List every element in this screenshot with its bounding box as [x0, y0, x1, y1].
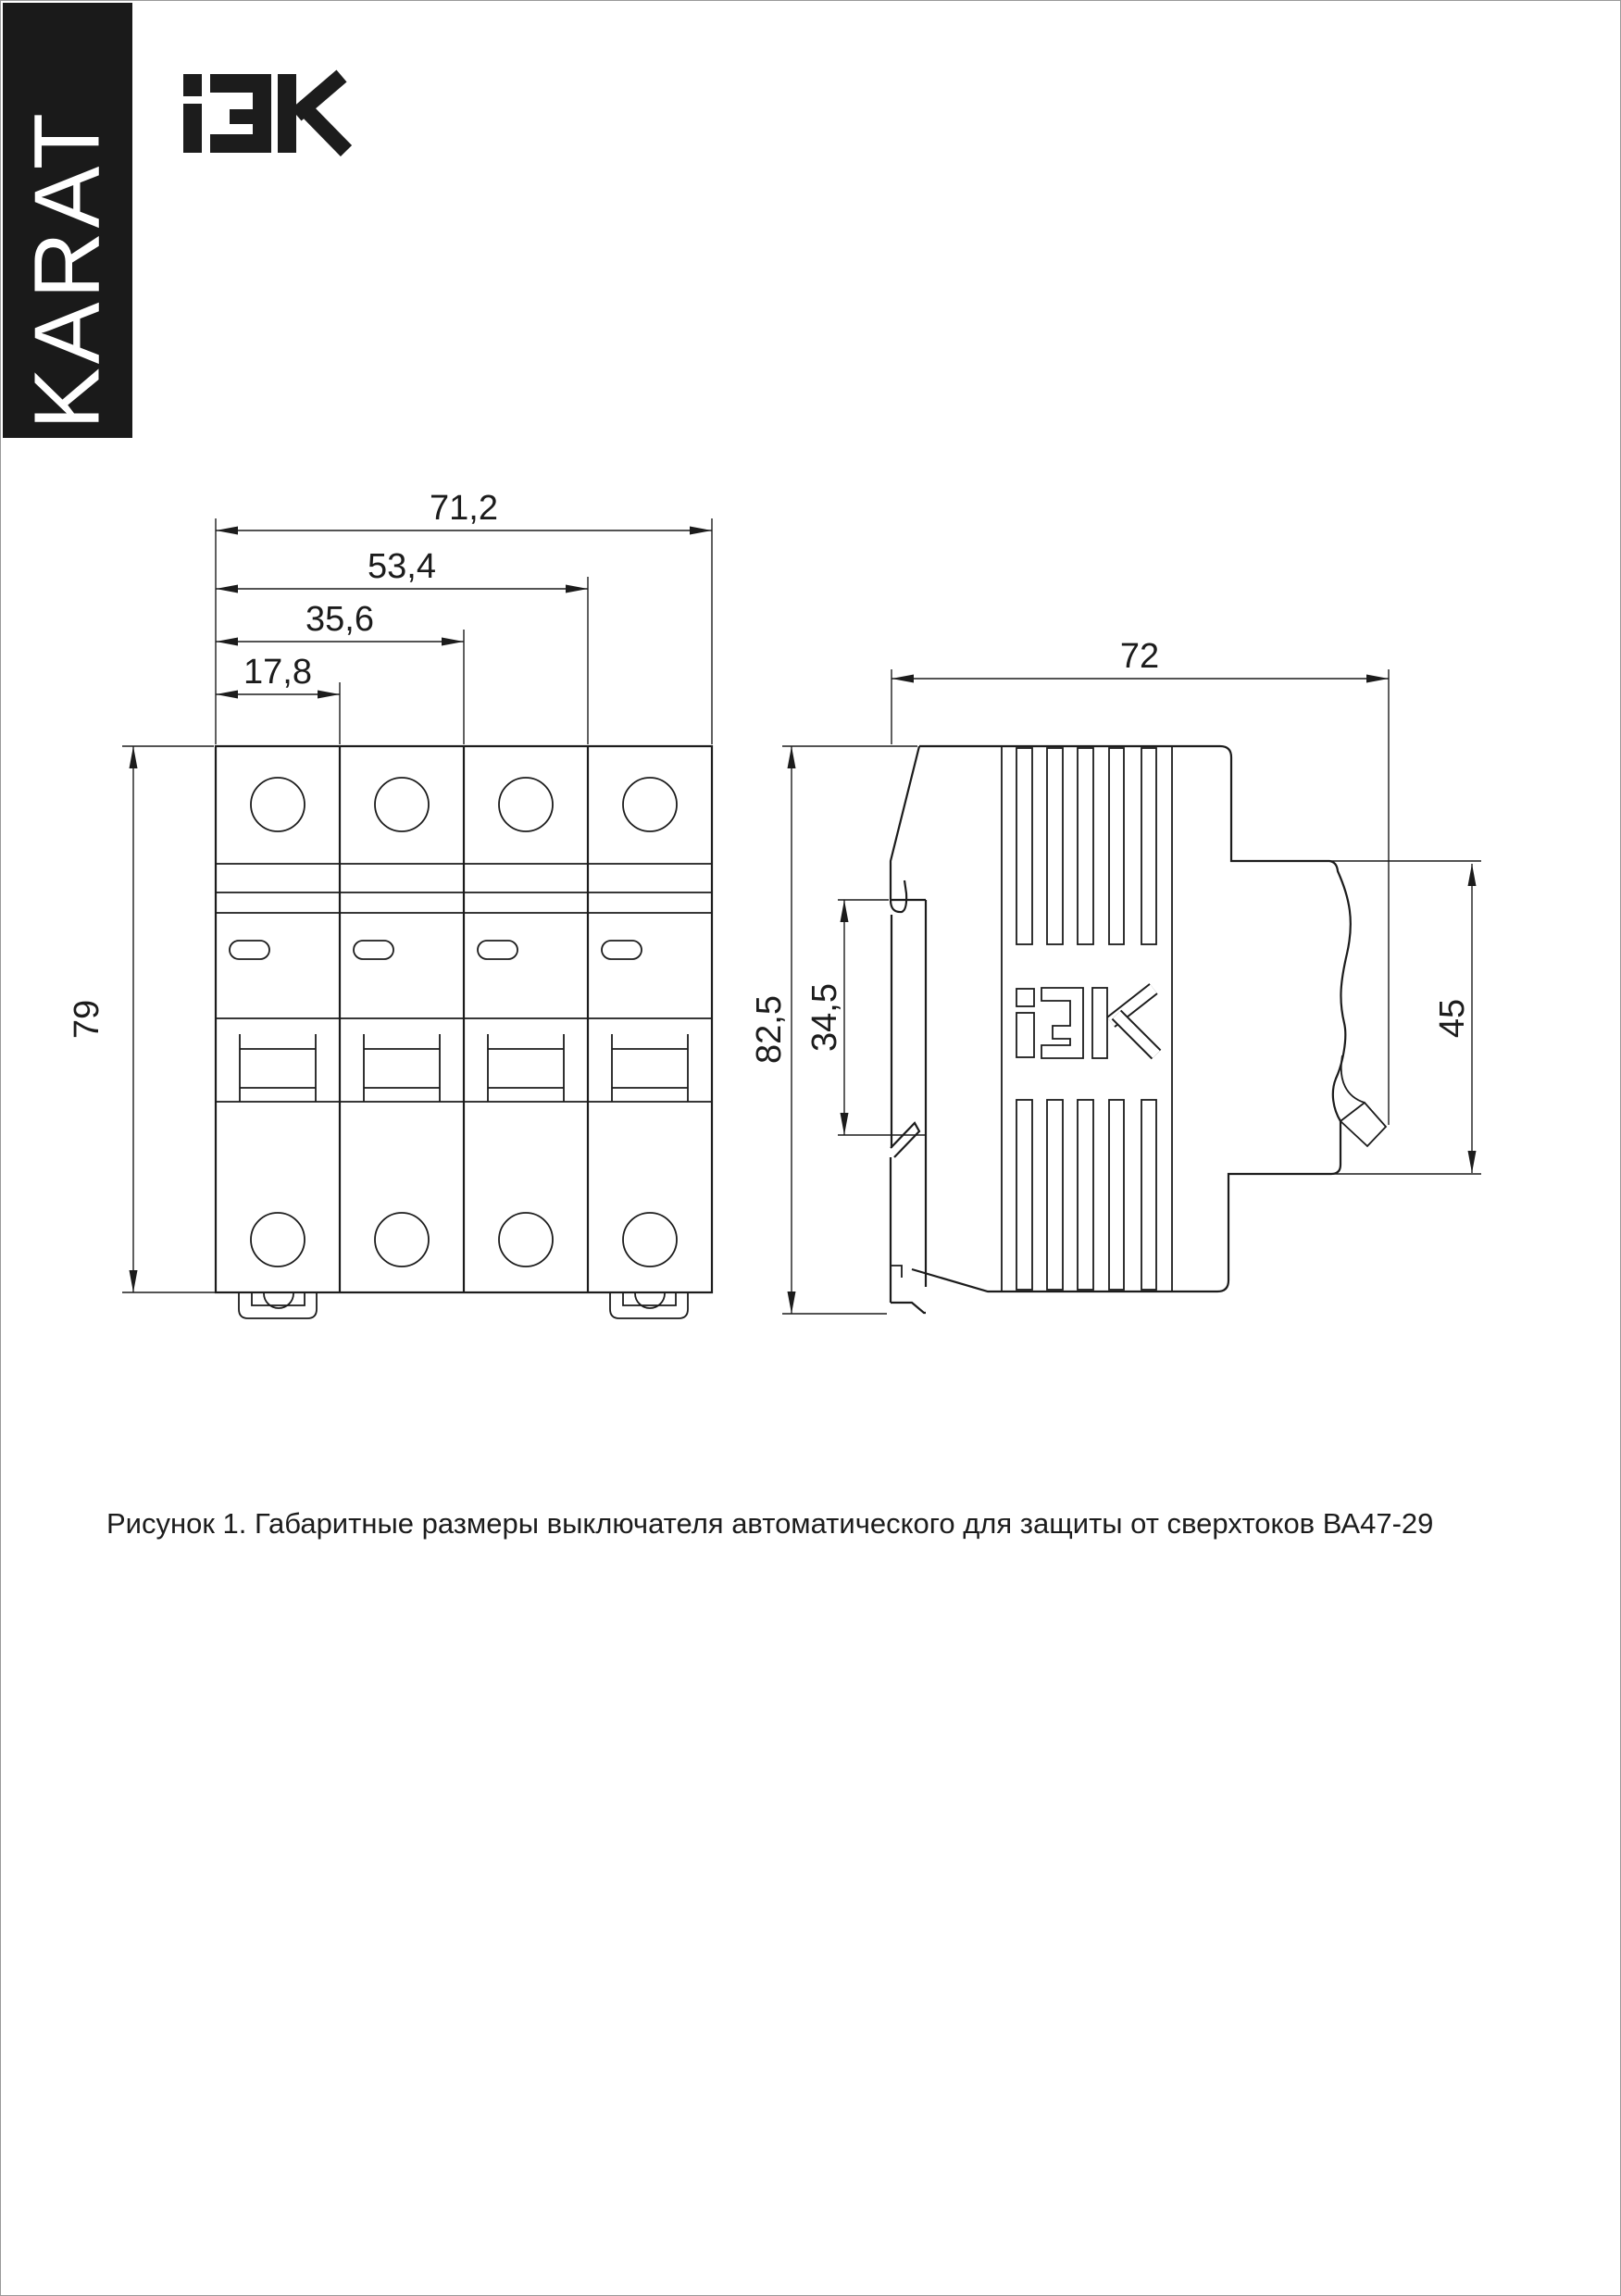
dim-side-total-height: 82,5 [750, 995, 789, 1064]
breaker-module [230, 778, 316, 1267]
dim-front-3mod-width: 53,4 [368, 547, 436, 586]
dim-side-depth: 72 [1119, 637, 1160, 676]
dim-front-height: 79 [68, 999, 106, 1040]
front-view [216, 746, 712, 1318]
side-view-dimensions [750, 637, 1481, 1314]
karat-banner-label: KARAT [15, 109, 119, 430]
dim-front-total-width: 71,2 [430, 489, 498, 528]
dim-front-1mod-width: 17,8 [243, 653, 312, 692]
vent-slats-upper [1016, 748, 1156, 944]
side-view [891, 746, 1386, 1313]
dim-front-2mod-width: 35,6 [305, 600, 374, 639]
front-view-dimensions [68, 489, 712, 1292]
dim-side-front-height: 45 [1433, 998, 1472, 1039]
vent-slats-lower [1016, 1100, 1156, 1290]
iek-logo-embossed [1016, 988, 1156, 1058]
dim-side-din-height: 34,5 [805, 983, 844, 1052]
figure-caption: Рисунок 1. Габаритные размеры выключателя автоматического для защиты от сверхтоков ВА47-29 [106, 1507, 1434, 1540]
din-clip-front [239, 1292, 317, 1318]
toggle-lever-side [1340, 1103, 1386, 1146]
iek-logo [183, 74, 346, 153]
